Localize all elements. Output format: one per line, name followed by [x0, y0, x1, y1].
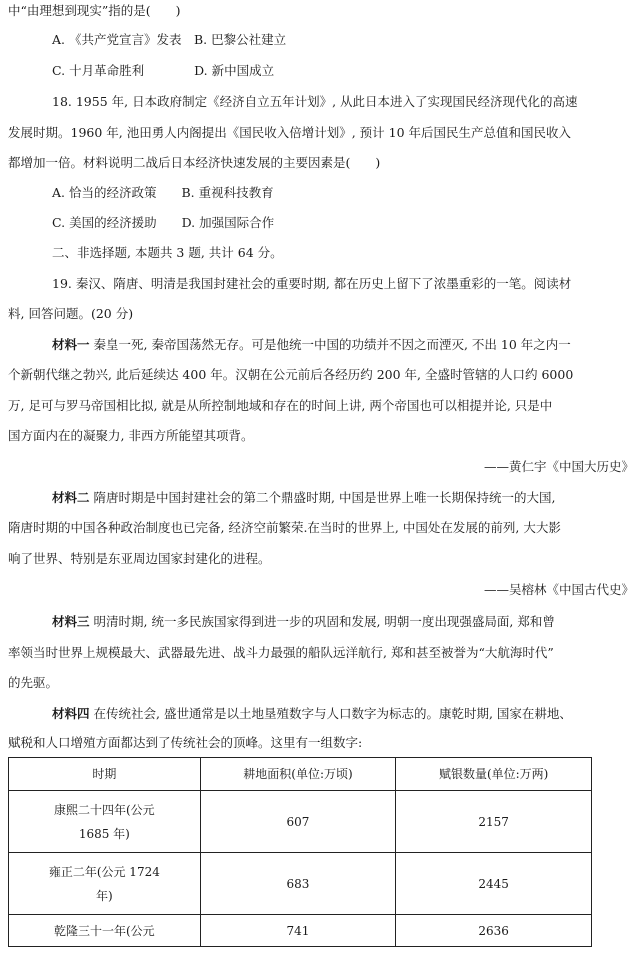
- table-row: [9, 915, 592, 947]
- header-period: 时期: [9, 758, 201, 791]
- material-3-line-1: [52, 613, 555, 631]
- cell-period: [9, 915, 201, 947]
- q18-stem-line-1: 18. 1955 年, 日本政府制定《经济自立五年计划》, 从此日本进入了实现国民经济现代化的高速: [52, 94, 578, 109]
- header-land-area: 耕地面积(单位:万顷): [200, 758, 396, 791]
- material-3-line-3: 的先驱。: [8, 675, 59, 690]
- cell-land-area: 607: [200, 791, 396, 853]
- material-4-line-2: 赋税和人口增殖方面都达到了传统社会的顶峰。这里有一组数字:: [8, 735, 363, 750]
- material-1-source: ——黄仁宇《中国大历史》: [483, 459, 634, 474]
- table-row: [9, 791, 592, 853]
- cell-silver-amount: 2636: [396, 915, 592, 947]
- q19-stem-line-2: 料, 回答问题。(20 分): [8, 306, 134, 321]
- material-2-line-3: 响了世界、特别是东亚周边国家封建化的进程。: [8, 551, 271, 566]
- material-2-line-2: 隋唐时期的中国各种政治制度也已完备, 经济空前繁荣.在当时的世界上, 中国处在发展的前列, 大大影: [8, 520, 561, 535]
- cell-silver-amount: 2445: [396, 853, 592, 915]
- material-4-line-1: [52, 705, 572, 723]
- section-heading: 二、非选择题, 本题共 3 题, 共计 64 分。: [52, 245, 283, 260]
- period-line: 年): [95, 888, 113, 903]
- material-1-line-3: 万, 足可与罗马帝国相比拟, 就是从所控制地域和存在的时间上讲, 两个帝国也可以相提并论, 只是中: [8, 398, 553, 413]
- cell-period: [9, 853, 201, 915]
- material-2-source: ——吴榕林《中国古代史》: [483, 582, 634, 597]
- q18-options-ab: A. 恰当的经济政策 B. 重视科技教育: [52, 185, 274, 200]
- period-line: 雍正二年(公元 1724: [48, 864, 160, 879]
- q18-stem-line-3: 都增加一倍。材料说明二战后日本经济快速发展的主要因素是( ): [8, 155, 381, 170]
- material-4-text: 在传统社会, 盛世通常是以土地垦殖数字与人口数字为标志的。康乾时期, 国家在耕地、: [93, 706, 572, 721]
- header-silver-amount: 赋银数量(单位:万两): [396, 758, 592, 791]
- cell-land-area: 741: [200, 915, 396, 947]
- material-2-line-1: [52, 489, 555, 507]
- period-line: 乾隆三十一年(公元: [53, 923, 155, 938]
- material-1-text: 秦皇一死, 秦帝国荡然无存。可是他统一中国的功绩并不因之而湮灭, 不出 10 年之内一: [93, 337, 571, 352]
- cell-period: [9, 791, 201, 853]
- material-1-label: 材料一: [52, 337, 90, 352]
- q18-stem-line-2: 发展时期。1960 年, 池田勇人内阁提出《国民收入倍增计划》, 预计 10 年后国民生产总值和国民收入: [8, 125, 572, 140]
- cell-land-area: 683: [200, 853, 396, 915]
- material-1-line-2: 个新朝代继之勃兴, 此后延续达 400 年。汉朝在公元前后各经历约 200 年, 全盛时管辖的人口约 6000: [8, 367, 574, 382]
- q18-options-cd: C. 美国的经济援助 D. 加强国际合作: [52, 215, 275, 230]
- table-row: [9, 853, 592, 915]
- material-4-label: 材料四: [52, 706, 90, 721]
- period-line: 康熙二十四年(公元: [53, 802, 155, 817]
- q19-stem-line-1: 19. 秦汉、隋唐、明清是我国封建社会的重要时期, 都在历史上留下了浓墨重彩的一笔。阅读材: [52, 276, 572, 291]
- material-3-text: 明清时期, 统一多民族国家得到进一步的巩固和发展, 明朝一度出现强盛局面, 郑和曾: [93, 614, 555, 629]
- cell-silver-amount: 2157: [396, 791, 592, 853]
- statistics-table: [8, 757, 592, 947]
- material-2-text: 隋唐时期是中国封建社会的第二个鼎盛时期, 中国是世界上唯一长期保持统一的大国,: [93, 490, 556, 505]
- material-2-label: 材料二: [52, 490, 90, 505]
- q17-options-cd: C. 十月革命胜利 D. 新中国成立: [52, 63, 275, 78]
- q17-options-ab: A. 《共产党宣言》发表 B. 巴黎公社建立: [52, 32, 287, 47]
- material-1-line-4: 国方面内在的凝聚力, 非西方所能望其项背。: [8, 428, 254, 443]
- material-1-line-1: [52, 336, 571, 354]
- period-line: 1685 年): [78, 826, 130, 841]
- q17-stem-end: 中“由理想到现实”指的是( ): [8, 3, 181, 18]
- table-header-row: [9, 758, 592, 791]
- material-3-label: 材料三: [52, 614, 90, 629]
- material-3-line-2: 率领当时世界上规模最大、武器最先进、战斗力最强的船队远洋航行, 郑和甚至被誉为“大航海时代”: [8, 645, 554, 660]
